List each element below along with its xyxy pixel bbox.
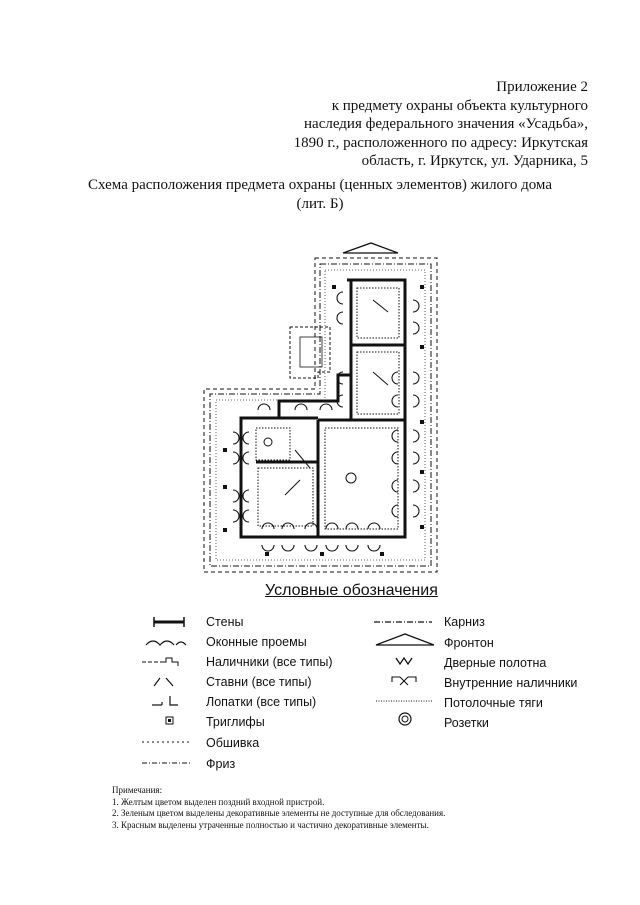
rosette-mark xyxy=(264,438,272,446)
rosette-symbol xyxy=(399,713,411,725)
legend-label-cornice: Карниз xyxy=(444,615,485,629)
door-leaf-symbol xyxy=(396,658,412,664)
notes-block xyxy=(112,785,445,831)
window-opening-symbol xyxy=(146,641,186,645)
pediment-mark xyxy=(343,243,398,253)
legend-label-rosettes: Розетки xyxy=(444,716,489,730)
header-line-5: область, г. Иркутск, ул. Ударника, 5 xyxy=(361,153,588,169)
legend-label-frieze: Фриз xyxy=(206,757,236,771)
wall-symbol xyxy=(154,617,184,627)
scheme-title-line-2: (лит. Б) xyxy=(296,195,344,212)
note-item: 2. Зеленым цветом выделены декоративные элементы не доступные для обследования. xyxy=(112,808,446,818)
legend-label-pilasters: Лопатки (все типы) xyxy=(206,695,317,709)
walls xyxy=(241,280,405,537)
window-casing-symbol xyxy=(142,658,178,666)
shutter-symbol xyxy=(154,678,173,686)
scheme-title-line-1: Схема расположения предмета охраны (ценных элементов) жилого дома xyxy=(88,177,552,193)
legend-label-window-openings: Оконные проемы xyxy=(206,635,307,649)
header-line-3: наследия федерального значения «Усадьба», xyxy=(304,116,588,132)
header-line-1: Приложение 2 xyxy=(496,79,588,95)
triglyph-symbol xyxy=(166,717,173,724)
notes-heading: Примечания: xyxy=(112,785,163,795)
legend-label-ceiling-moldings: Потолочные тяги xyxy=(444,696,543,710)
inner-casing-symbol xyxy=(392,677,416,685)
legend-label-inner-casings: Внутренние наличники xyxy=(444,676,578,690)
rosette-mark xyxy=(346,473,356,483)
pilaster-symbol xyxy=(152,696,178,705)
legend-title: Условные обозначения xyxy=(265,582,438,599)
legend-symbols-right xyxy=(372,612,438,742)
header-line-2: к предмету охраны объекта культурного xyxy=(331,97,588,114)
legend-label-triglyphs: Триглифы xyxy=(206,715,265,729)
legend-label-cladding: Обшивка xyxy=(206,736,260,750)
header-line-4: 1890 г., расположенного по адресу: Иркутская xyxy=(293,134,588,151)
note-item: 1. Желтым цветом выделен поздний входной пристрой. xyxy=(112,796,325,807)
legend-label-window-casings: Наличники (все типы) xyxy=(206,655,333,669)
partitions xyxy=(256,288,399,529)
frieze-outline xyxy=(216,270,425,560)
legend-label-pediment: Фронтон xyxy=(444,636,494,650)
pediment-symbol xyxy=(376,634,434,645)
legend-symbols-left xyxy=(140,612,200,782)
legend-label-walls: Стены xyxy=(206,615,244,629)
legend-label-shutters: Ставни (все типы) xyxy=(206,675,312,689)
note-item: 3. Красным выделены утраченные полностью и частично декоративные элементы. xyxy=(112,819,429,830)
legend-label-door-leaves: Дверные полотна xyxy=(444,656,547,670)
annex-inner xyxy=(300,337,322,367)
entrance-annex xyxy=(290,327,330,378)
